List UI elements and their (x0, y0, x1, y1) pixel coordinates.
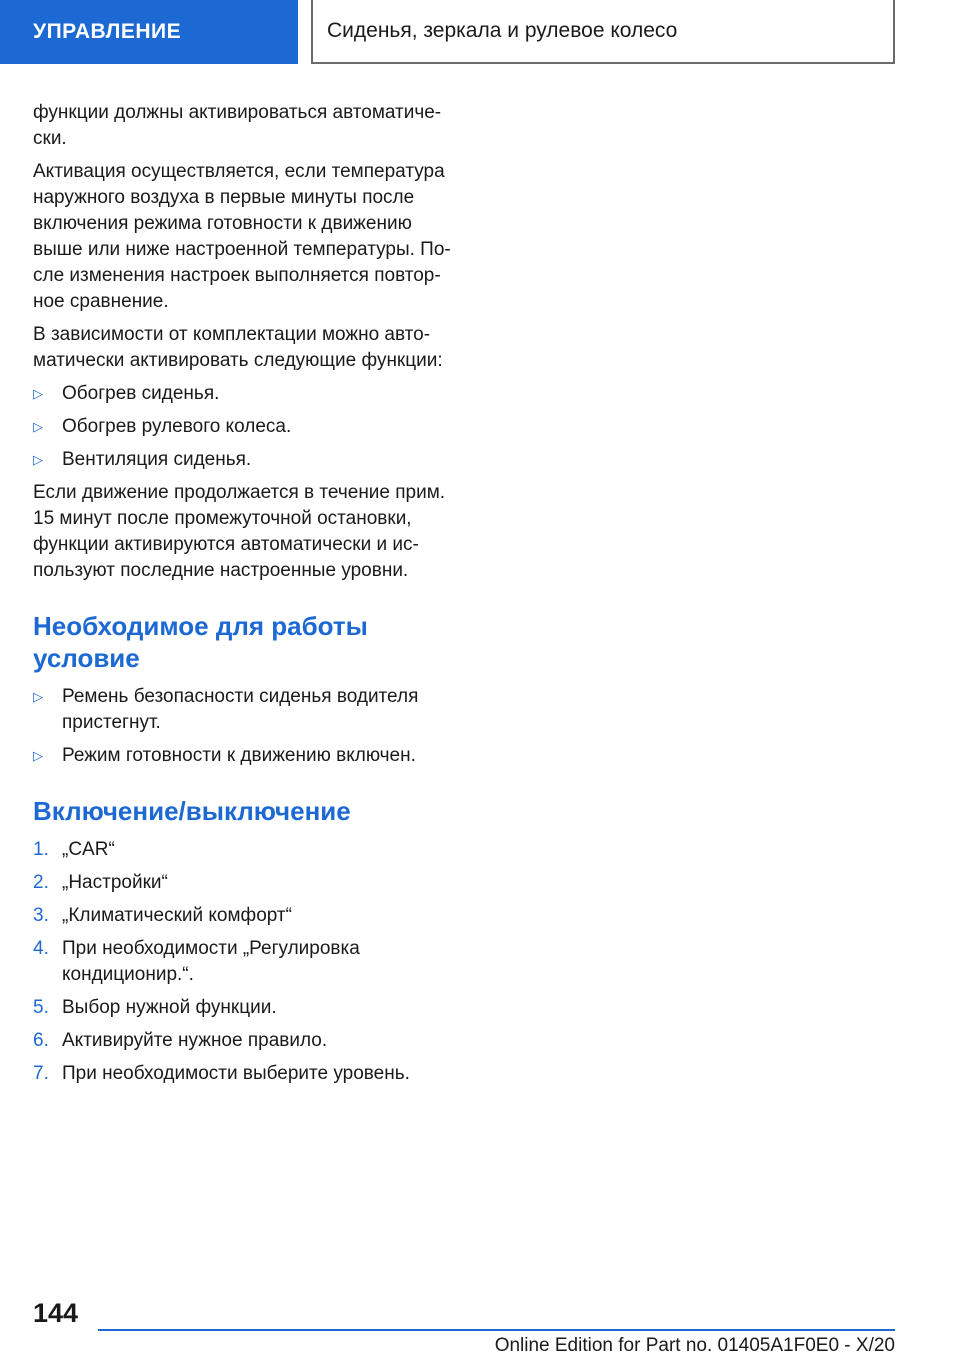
step-number: 5. (33, 997, 49, 1018)
page-content (33, 100, 453, 1094)
triangle-right-icon: ▷ (33, 452, 43, 467)
paragraph: Если движение продолжается в течение прим. 15 минут после промежуточной остановки, функции активируются автоматически и ис- пользуют последние настроенные уровни. (33, 482, 446, 581)
step-number: 2. (33, 872, 49, 893)
triangle-right-icon: ▷ (33, 748, 43, 763)
step-item: 1. „CAR“ (33, 837, 453, 863)
footer-divider (98, 1329, 895, 1331)
paragraph: функции должны активироваться автоматиче- ски. (33, 102, 442, 149)
list-item: ▷ Обогрев рулевого колеса. (33, 414, 453, 440)
list-item: ▷ Обогрев сиденья. (33, 381, 453, 407)
step-number: 6. (33, 1030, 49, 1051)
list-item: ▷ Режим готовности к движению включен. (33, 743, 453, 769)
section-heading: Включение/выключение (33, 796, 351, 826)
triangle-right-icon: ▷ (33, 386, 43, 401)
step-number: 4. (33, 938, 49, 959)
triangle-right-icon: ▷ (33, 419, 43, 434)
section-tab: УПРАВЛЕНИЕ (0, 0, 298, 64)
step-item: 7. При необходимости выберите уровень. (33, 1061, 453, 1087)
step-item: 6. Активируйте нужное правило. (33, 1028, 453, 1054)
chapter-title: Сиденья, зеркала и рулевое колесо (311, 0, 895, 64)
edition-footer: Online Edition for Part no. 01405A1F0E0 - X/20 (494, 1335, 895, 1356)
step-item: 2. „Настройки“ (33, 870, 453, 896)
step-item: 5. Выбор нужной функции. (33, 995, 453, 1021)
step-number: 1. (33, 839, 49, 860)
step-item: 4. При необходимости „Регулировка кондиционир.“. (33, 938, 360, 985)
step-item: 3. „Климатический комфорт“ (33, 903, 453, 929)
step-number: 7. (33, 1063, 49, 1084)
step-number: 3. (33, 905, 49, 926)
paragraph: Активация осуществляется, если температура наружного воздуха в первые минуты после включения режима готовности к движению выше или ниже настроенной температуры. По- сле изменения настроек выполняется повтор- ное сравнение. (33, 161, 451, 312)
triangle-right-icon: ▷ (33, 689, 43, 704)
list-item: ▷ Ремень безопасности сиденья водителя пристегнут. (33, 686, 419, 733)
page-number: 144 (33, 1298, 79, 1328)
section-heading: Необходимое для работы условие (33, 611, 368, 673)
paragraph: В зависимости от комплектации можно авто- матически активировать следующие функции: (33, 324, 443, 371)
list-item: ▷ Вентиляция сиденья. (33, 447, 453, 473)
